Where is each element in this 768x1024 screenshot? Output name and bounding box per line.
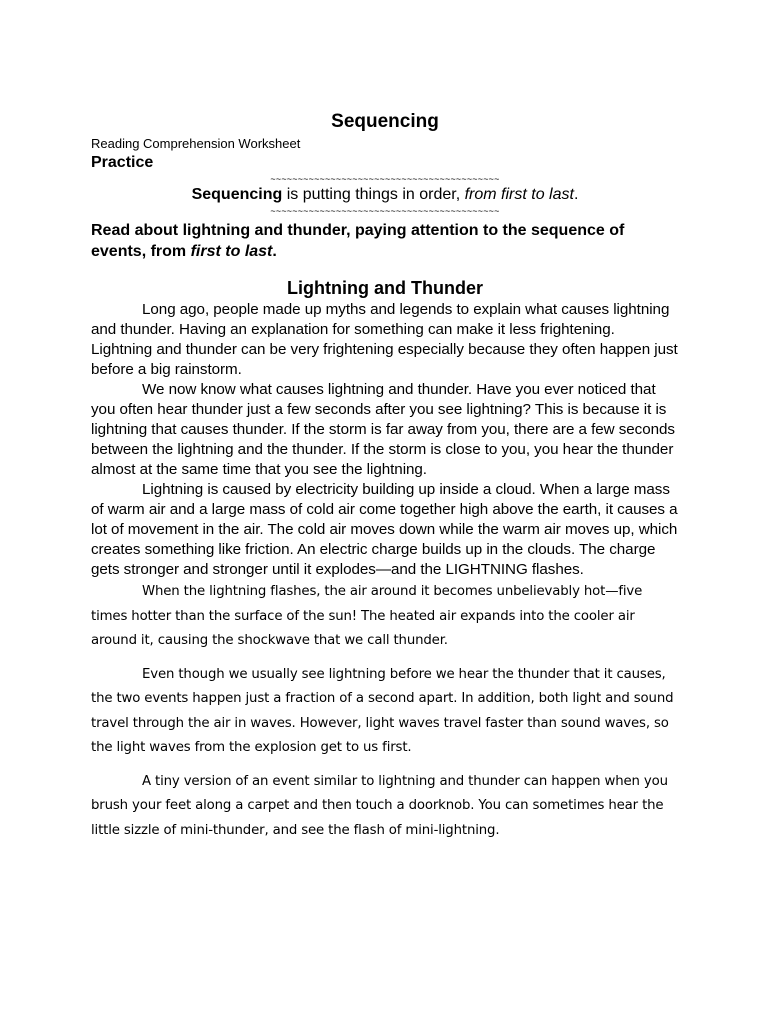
tilde-divider-bottom: ~~~~~~~~~~~~~~~~~~~~~~~~~~~~~~~~~~~~~~~~~~ xyxy=(270,206,500,216)
tilde-divider-top: ~~~~~~~~~~~~~~~~~~~~~~~~~~~~~~~~~~~~~~~~~~ xyxy=(270,174,500,184)
article-paragraph: Lightning is caused by electricity building up inside a cloud. When a large mass of warm air and a large mass of cold air come together high above the earth, it causes a lot of movement in the air. The cold air moves down while the warm air moves up, which creates something like friction. An electric charge builds up in the clouds. The charge gets stronger and stronger until it explodes—and the LIGHTNING flashes. xyxy=(91,481,678,578)
instructions-italic: first to last xyxy=(190,243,273,260)
article-paragraph: Long ago, people made up myths and legends to explain what causes lightning and thunder. Having an explanation for something can make it less frightening. Lightning and thunder can be very frightening especially because they often happen just before a big rainstorm. xyxy=(91,301,678,378)
instructions-start: Read about lightning and thunder, paying attention to the xyxy=(91,222,531,239)
article-paragraph: When the lightning flashes, the air around it becomes unbelievably hot—five times hotter than the surface of the sun! The heated air expands into the cooler air around it, causing the shockwave that we call thunder. xyxy=(91,584,643,648)
article-title: Lightning and Thunder xyxy=(287,278,483,298)
article-paragraph: A tiny version of an event similar to lightning and thunder can happen when you brush your feet along a carpet and then touch a doorknob. You can sometimes hear the little sizzle of mini-thunder, and see the flash of mini-lightning. xyxy=(91,773,668,838)
worksheet-subtitle: Reading Comprehension Worksheet xyxy=(91,136,301,151)
article-paragraph: We now know what causes lightning and thunder. Have you ever noticed that you often hear thunder just a few seconds after you see lightning? This is because it is lightning that causes thunder. If the storm is far away from you, there are a few seconds between the lightning and the thunder. If the storm is close to you, you hear the thunder almost at the same time that you see the lightning. xyxy=(91,381,675,478)
definition-italic: from first to last xyxy=(464,186,574,203)
practice-heading: Practice xyxy=(91,154,154,171)
instructions-middle: of events, from xyxy=(91,222,625,260)
definition-middle: is putting things in order, xyxy=(282,186,465,203)
instructions-end: . xyxy=(272,243,277,260)
page-title: Sequencing xyxy=(331,111,439,132)
worksheet-page xyxy=(91,110,679,843)
article-paragraph: Even though we usually see lightning before we hear the thunder that it causes, the two events happen just a fraction of a second apart. In addition, both light and sound travel through the air in waves. However, light waves travel faster than sound waves, so the light waves from the explosion get to us first. xyxy=(91,666,674,755)
definition-end: . xyxy=(573,186,579,203)
reading-instructions xyxy=(91,220,679,262)
definition-term: Sequencing xyxy=(191,186,283,203)
sequencing-definition xyxy=(91,184,679,206)
instructions-bold: sequence xyxy=(530,222,605,239)
